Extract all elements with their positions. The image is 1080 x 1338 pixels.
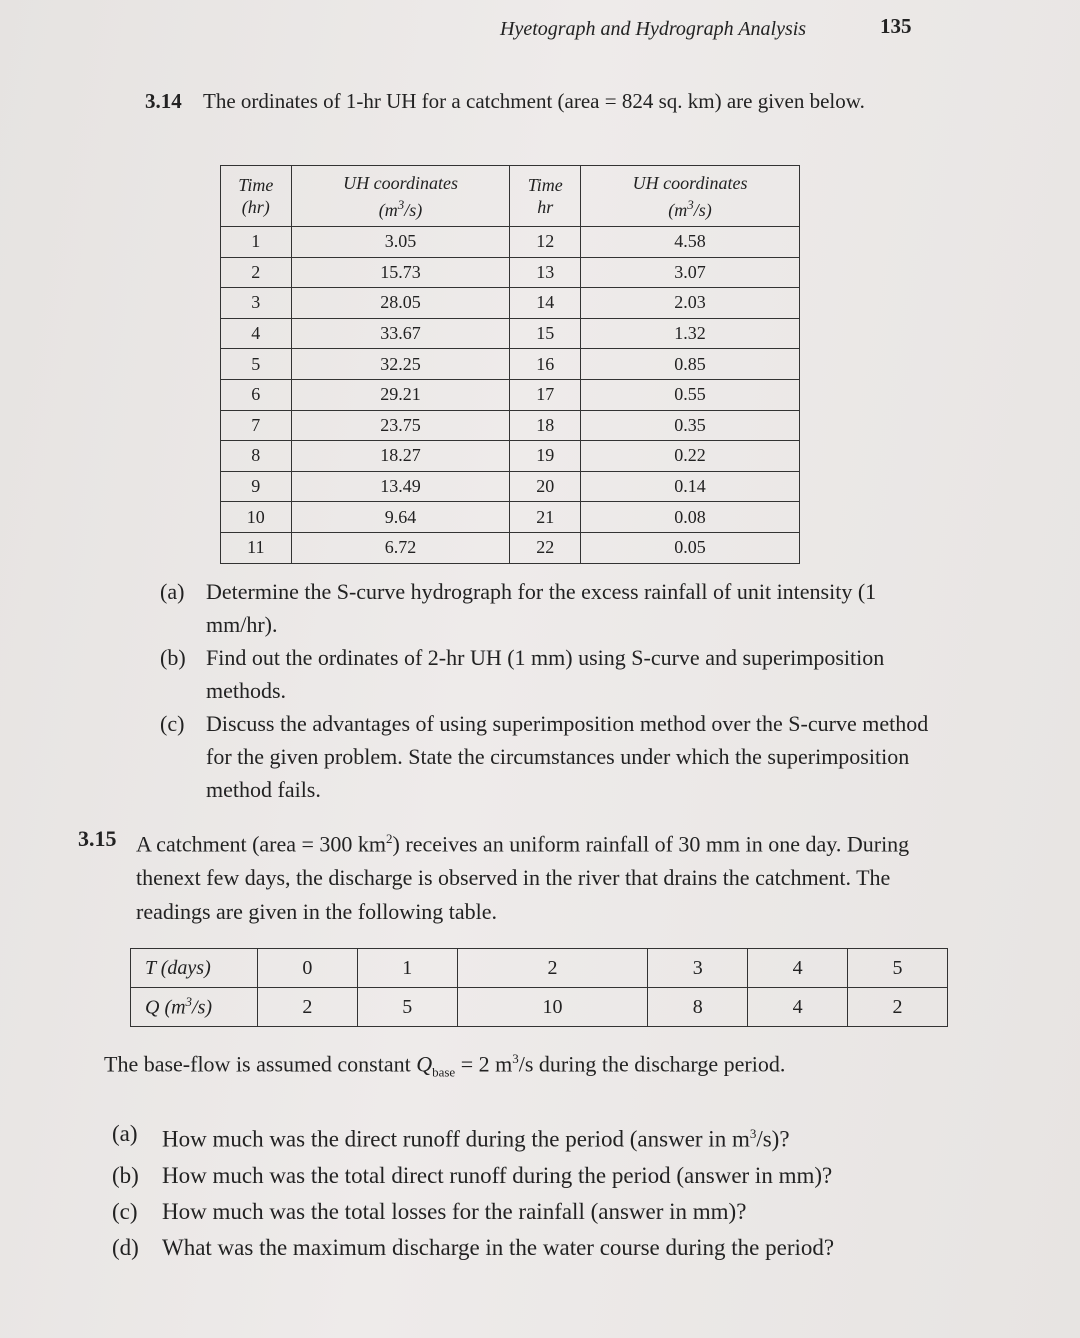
table-cell: 12 — [510, 227, 581, 258]
table-cell: 0.08 — [581, 502, 800, 533]
problem-number: 3.15 — [78, 826, 117, 851]
col-uh-2: UH coordinates $(m^3/s)$ — [581, 166, 800, 227]
discharge-value: 10 — [457, 988, 648, 1027]
table-cell: 9 — [221, 471, 292, 502]
page-number: 135 — [880, 14, 912, 38]
table-cell: 5 — [221, 349, 292, 380]
part-d: (d) What was the maximum discharge in the water course during the period? — [112, 1234, 835, 1260]
table-cell: 3 — [221, 288, 292, 319]
table-cell: 0.85 — [581, 349, 800, 380]
col-time-2: Time hr — [510, 166, 581, 227]
table-row — [221, 410, 800, 441]
discharge-value: 5 — [357, 988, 457, 1027]
table-cell: 3.07 — [581, 257, 800, 288]
table-row — [221, 379, 800, 410]
table-cell: 10 — [221, 502, 292, 533]
discharge-value: 2 — [848, 988, 948, 1027]
table-cell: 32.25 — [291, 349, 510, 380]
table-cell: 6.72 — [291, 532, 510, 563]
problem-intro: A catchment (area = 300 $km^2$) receives an uniform rainfall of 30 mm in one day. During thenext few days, the discharge is observed in the river that drains the catchment. The readings are given in the following table. — [136, 831, 910, 925]
table-row — [221, 441, 800, 472]
col-uh-1: UH coordinates $(m^3/s)$ — [291, 166, 510, 227]
base-flow-text: The base-flow is assumed constant $Q_{base} = 2$ $m^3/s$ during the discharge period. — [104, 1051, 786, 1080]
table-cell: 21 — [510, 502, 581, 533]
time-value: 2 — [457, 949, 648, 988]
time-value: 1 — [357, 949, 457, 988]
table-cell: 18.27 — [291, 441, 510, 472]
time-label: T (days) — [131, 949, 258, 988]
table-cell: 1.32 — [581, 318, 800, 349]
discharge-table — [130, 948, 948, 1027]
table-cell: 16 — [510, 349, 581, 380]
table-cell: 28.05 — [291, 288, 510, 319]
table-cell: 0.05 — [581, 532, 800, 563]
chapter-title: Hyetograph and Hydrograph Analysis — [500, 18, 807, 40]
part-b: (b) How much was the total direct runoff during the period (answer in mm)? — [112, 1162, 833, 1188]
time-value: 5 — [848, 949, 948, 988]
part-a: (a) Determine the S-curve hydrograph for the excess rainfall of unit intensity (1 mm/hr). — [160, 579, 877, 637]
discharge-row — [131, 988, 948, 1027]
running-header — [500, 14, 920, 41]
table-cell: 19 — [510, 441, 581, 472]
table-cell: 2 — [221, 257, 292, 288]
discharge-value: 8 — [648, 988, 748, 1027]
table-row — [221, 502, 800, 533]
table-cell: 33.67 — [291, 318, 510, 349]
table-cell: 1 — [221, 227, 292, 258]
table-cell: 4.58 — [581, 227, 800, 258]
problem-3-15-parts — [112, 1116, 957, 1266]
problem-number: 3.14 — [145, 89, 182, 113]
discharge-value: 2 — [258, 988, 358, 1027]
time-value: 4 — [748, 949, 848, 988]
table-cell: 11 — [221, 532, 292, 563]
table-cell: 0.35 — [581, 410, 800, 441]
table-cell: 13 — [510, 257, 581, 288]
table-row — [221, 349, 800, 380]
time-row — [131, 949, 948, 988]
time-value: 3 — [648, 949, 748, 988]
table-row — [221, 318, 800, 349]
problem-3-14-parts — [160, 575, 940, 806]
table-cell: 13.49 — [291, 471, 510, 502]
uh-ordinates-table — [220, 165, 800, 564]
table-cell: 14 — [510, 288, 581, 319]
table-cell: 4 — [221, 318, 292, 349]
part-a: (a) How much was the direct runoff during the period (answer in $m^3/s$)? — [112, 1121, 790, 1152]
table-cell: 20 — [510, 471, 581, 502]
table-header-row — [221, 166, 800, 227]
part-c: (c) Discuss the advantages of using superimposition method over the S-curve method for the given problem. State the circumstances under which the superimposition method fails. — [160, 711, 929, 802]
time-value: 0 — [258, 949, 358, 988]
table-row — [221, 471, 800, 502]
table-row — [221, 532, 800, 563]
table-row — [221, 257, 800, 288]
table-cell: 6 — [221, 379, 292, 410]
part-b: (b) Find out the ordinates of 2-hr UH (1 mm) using S-curve and superimposition methods. — [160, 645, 885, 703]
table-row — [221, 288, 800, 319]
table-cell: 0.55 — [581, 379, 800, 410]
table-cell: 3.05 — [291, 227, 510, 258]
table-cell: 22 — [510, 532, 581, 563]
table-cell: 15.73 — [291, 257, 510, 288]
table-row — [221, 227, 800, 258]
table-cell: 7 — [221, 410, 292, 441]
table-cell: 8 — [221, 441, 292, 472]
table-cell: 0.14 — [581, 471, 800, 502]
col-time-1: Time (hr) — [221, 166, 292, 227]
table-cell: 23.75 — [291, 410, 510, 441]
table-cell: 9.64 — [291, 502, 510, 533]
discharge-value: 4 — [748, 988, 848, 1027]
part-c: (c) How much was the total losses for the rainfall (answer in mm)? — [112, 1198, 747, 1224]
table-cell: 15 — [510, 318, 581, 349]
table-cell: 18 — [510, 410, 581, 441]
problem-intro: The ordinates of 1-hr UH for a catchment (area = 824 sq. km) are given below. — [203, 89, 865, 113]
table-cell: 29.21 — [291, 379, 510, 410]
table-cell: 0.22 — [581, 441, 800, 472]
discharge-label: Q $(m^3/s)$ — [131, 988, 258, 1027]
table-cell: 17 — [510, 379, 581, 410]
table-cell: 2.03 — [581, 288, 800, 319]
